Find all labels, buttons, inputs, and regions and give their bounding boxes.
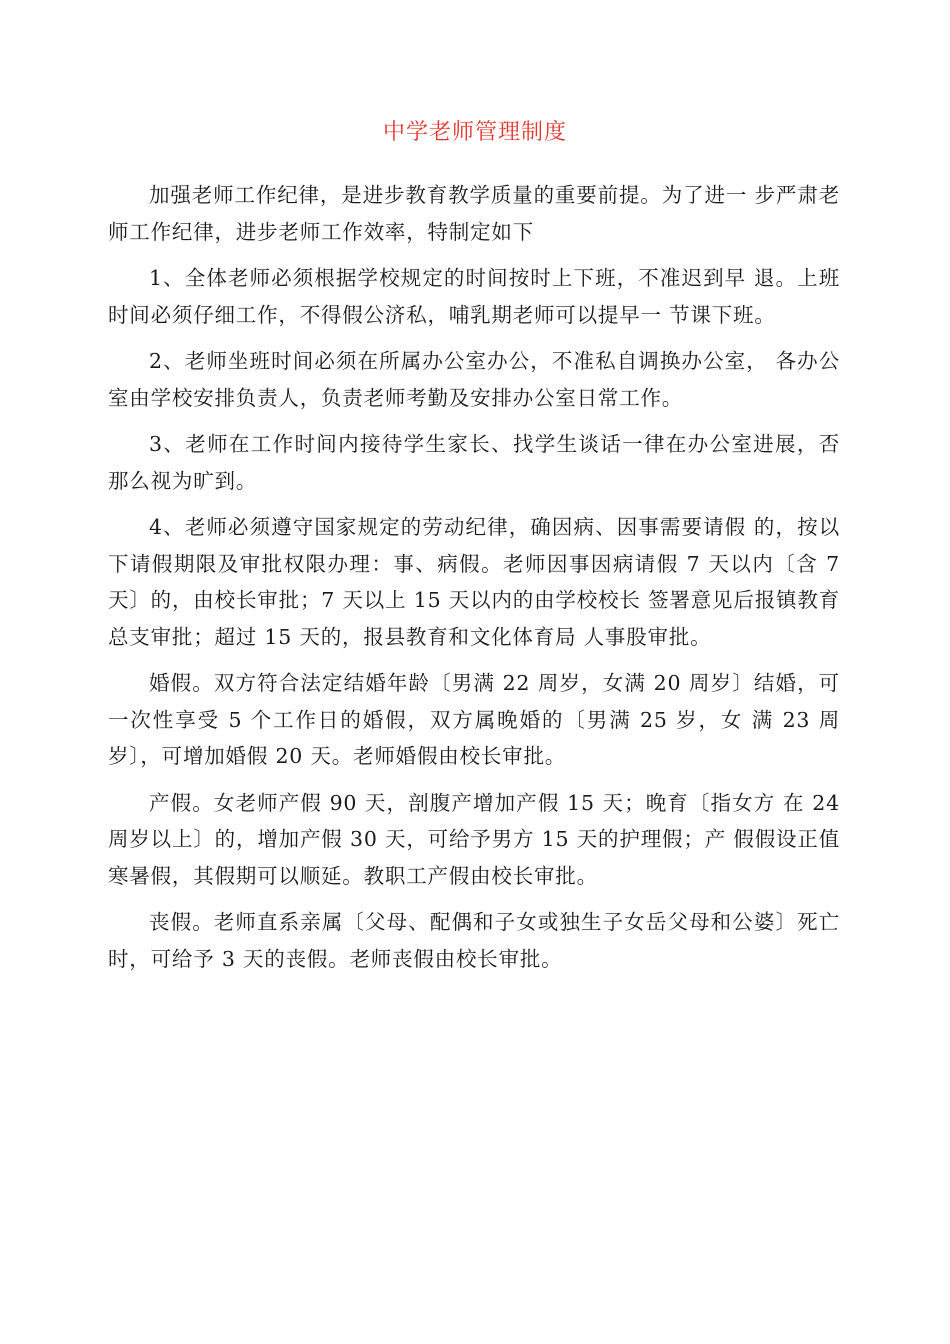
paragraph-rule-2: 2、老师坐班时间必须在所属办公室办公，不准私自调换办公室， 各办公室由学校安排负责人，负责老师考勤及安排办公室日常工作。 — [108, 349, 840, 410]
paragraph-maternity-leave: 产假。女老师产假 90 天，剖腹产增加产假 15 天；晚育〔指女方 在 24 周岁以上〕的，增加产假 30 天，可给予男方 15 天的护理假；产 假假设正值寒暑假，其假期可以顺延。教职工产假由校长审批。 — [108, 790, 840, 888]
paragraph-bereavement-leave: 丧假。老师直系亲属〔父母、配偶和子女或独生子女岳父母和公婆〕死亡时，可给予 3 天的丧假。老师丧假由校长审批。 — [108, 910, 840, 971]
paragraph-rule-4: 4、老师必须遵守国家规定的劳动纪律，确因病、因事需要请假 的，按以下请假期限及审批权限办理：事、病假。老师因事因病请假 7 天以内〔含 7 天〕的，由校长审批；7 天以上 15 天以内的由学校校长 签署意见后报镇教育总支审批；超过 15 天的，报县教育和文化体育局 人事股审批。 — [108, 515, 840, 649]
document-body — [108, 177, 840, 987]
paragraph-rule-3: 3、老师在工作时间内接待学生家长、找学生谈话一律在办公室进展，否那么视为旷到。 — [108, 432, 840, 493]
paragraph-intro: 加强老师工作纪律，是进步教育教学质量的重要前提。为了进一 步严肃老师工作纪律，进步老师工作效率，特制定如下 — [108, 183, 840, 244]
paragraph-rule-1: 1、全体老师必须根据学校规定的时间按时上下班，不准迟到早 退。上班时间必须仔细工作，不得假公济私，哺乳期老师可以提早一 节课下班。 — [108, 266, 840, 327]
paragraph-marriage-leave: 婚假。双方符合法定结婚年龄〔男满 22 周岁，女满 20 周岁〕结婚，可一次性享受 5 个工作日的婚假，双方属晚婚的〔男满 25 岁，女 满 23 周岁〕，可增加婚假 20 天。老师婚假由校长审批。 — [108, 671, 840, 768]
document-title: 中学老师管理制度 — [382, 120, 567, 145]
